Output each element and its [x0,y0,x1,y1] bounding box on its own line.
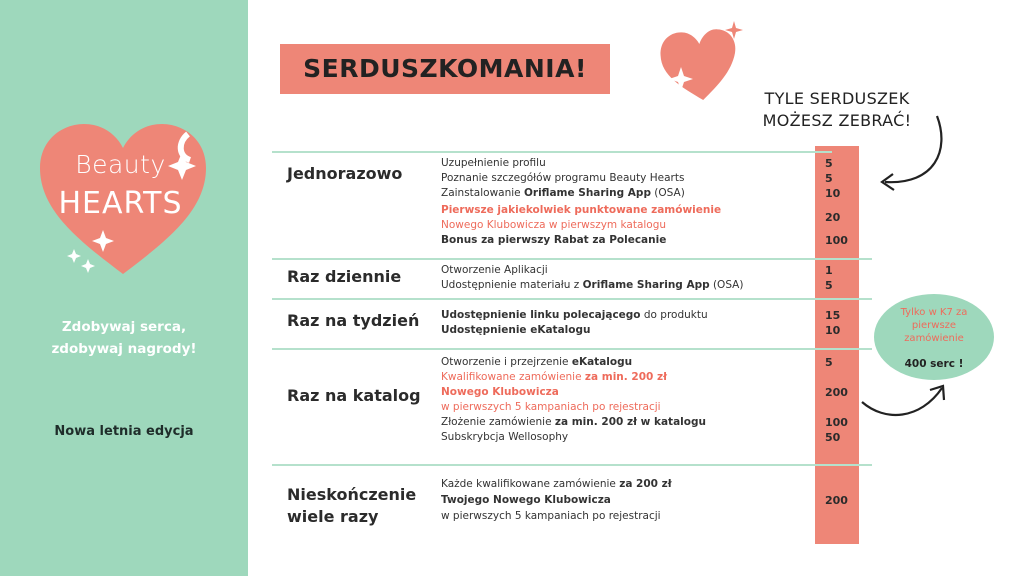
points-value: 1 [825,264,833,277]
collect-line: TYLE SERDUSZEK [764,89,910,108]
activity-text: eKatalogu [571,356,633,368]
activity-text: (OSA) [650,187,685,199]
callout-line: pierwsze [911,320,957,331]
activity-text: Otworzenie Aplikacji [441,264,548,276]
activity-text: Oriflame Sharing App [523,187,651,199]
activity-text: Poznanie szczegółów programu Beauty Hearts [441,172,685,184]
activity-text: Pierwsze jakiekolwiek punktowane zamówienie [441,204,722,216]
points-value: 10 [825,187,841,200]
activity-text: Nowego Klubowicza [441,386,559,398]
collect-line: MOŻESZ ZEBRAĆ! [762,111,912,130]
edition-label: Nowa letnia edycja [54,424,194,439]
category-once: Jednorazowo [287,164,403,183]
activity-text: Złożenie zamówienie [441,416,555,428]
page-title: SERDUSZKOMANIA! [303,54,587,83]
points-value: 5 [825,172,833,185]
activity-text: w pierwszych 5 kampaniach po rejestracji [441,510,661,522]
points-value: 200 [825,494,848,507]
points-value: 50 [825,431,841,444]
activity-text: Twojego Nowego Klubowicza [441,494,611,506]
activity-text: Zainstalowanie [441,187,524,199]
activity-text: za min. 200 zł [584,371,667,383]
points-value: 10 [825,324,841,337]
activity-text: za 200 zł [619,478,672,490]
callout-line: Tylko w K7 za [900,307,968,318]
points-value: 100 [825,416,848,429]
points-value: 15 [825,309,841,322]
activity-text: Oriflame Sharing App [582,279,710,291]
points-value: 5 [825,356,833,369]
arrow-to-callout-icon [862,388,942,415]
category-line: Nieskończenie [287,485,417,504]
points-value: 5 [825,279,833,292]
activity-text: Otworzenie i przejrzenie [441,356,572,368]
activity-text: Udostępnienie eKatalogu [441,324,591,336]
callout-count: 400 serc ! [904,358,964,370]
activity-text: Udostępnienie materiału z [441,279,583,291]
logo-beauty-text: Beauty [75,150,166,179]
points-value: 5 [825,157,833,170]
arrow-to-points-icon [885,116,941,182]
activity-text: Każde kwalifikowane zamówienie [441,478,620,490]
points-value: 100 [825,234,848,247]
category-daily: Raz dziennie [287,267,402,286]
activity-text: Kwalifikowane zamówienie [441,371,585,383]
activity-text: Subskrybcja Wellosophy [441,431,569,443]
activity-text: Uzupełnienie profilu [441,157,546,169]
tagline-line: zdobywaj nagrody! [51,341,197,357]
activity-text: Bonus za pierwszy Rabat za Polecanie [441,234,667,246]
activity-text: Udostępnienie linku polecającego [441,309,641,321]
points-value: 200 [825,386,848,399]
activity-text: za min. 200 zł w katalogu [554,416,706,428]
activity-text: Nowego Klubowicza w pierwszym katalogu [441,219,667,231]
logo-hearts-text: HEARTS [58,186,183,221]
points-value: 20 [825,211,841,224]
tagline-line: Zdobywaj serca, [61,319,187,335]
callout-line: zamówienie [904,333,964,344]
activity-text: w pierwszych 5 kampaniach po rejestracji [441,401,661,413]
activity-text: (OSA) [709,279,744,291]
category-line: wiele razy [287,507,379,526]
activity-text: do produktu [640,309,708,321]
category-per-catalog: Raz na katalog [287,386,421,405]
category-weekly: Raz na tydzień [287,311,420,330]
